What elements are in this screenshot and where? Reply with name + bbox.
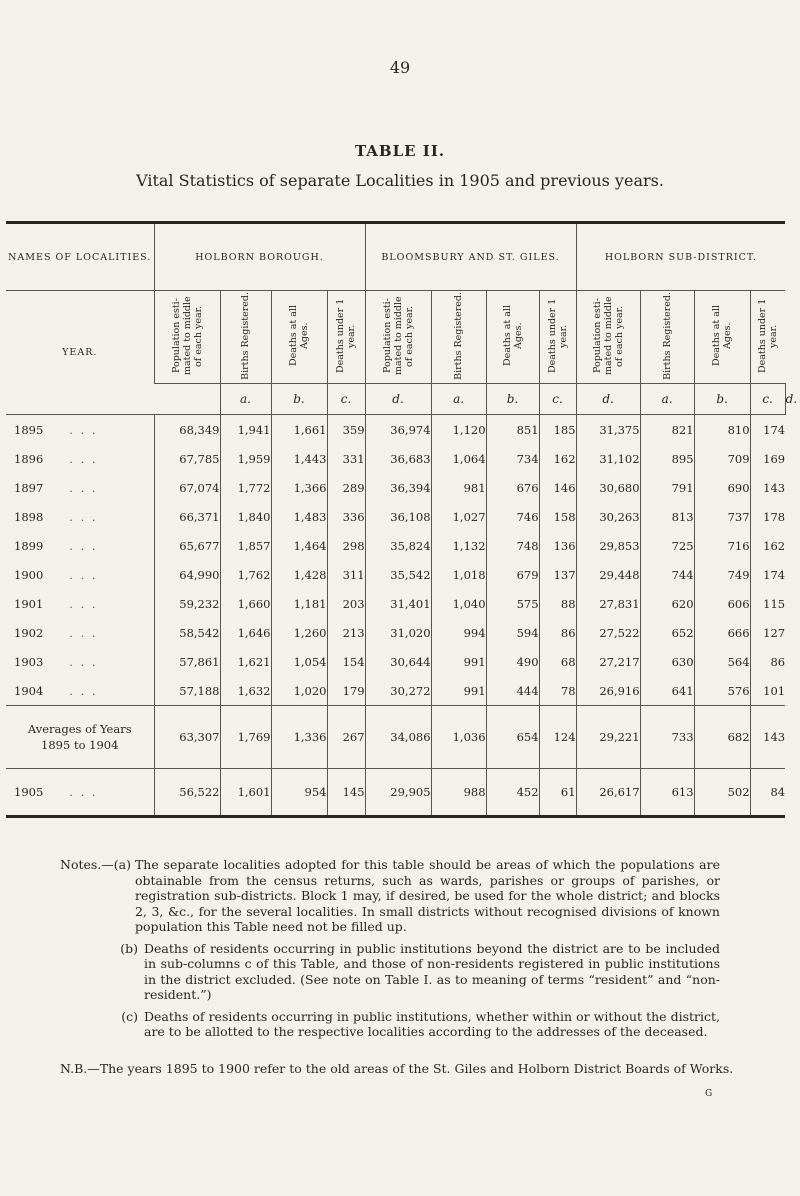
table-row: [6, 647, 785, 676]
value-cell: 1,428: [271, 560, 327, 589]
value-cell: 1,443: [271, 444, 327, 473]
signature-mark: G: [705, 1089, 713, 1099]
group-header-holborn-sub-district: HOLBORN SUB-DISTRICT.: [576, 223, 785, 291]
column-letter: b.: [271, 384, 327, 415]
value-cell: 158: [539, 502, 576, 531]
value-cell: 1,772: [220, 473, 271, 502]
column-header: Deaths under 1 year.: [756, 298, 779, 373]
value-cell: 1,483: [271, 502, 327, 531]
value-cell: 564: [694, 647, 750, 676]
year-cell: [6, 415, 154, 445]
value-cell: 29,905: [365, 769, 431, 817]
year-label: 1900: [14, 567, 44, 582]
year-cell: [6, 502, 154, 531]
year-cell: [6, 647, 154, 676]
year-cell: [6, 769, 154, 817]
value-cell: 594: [486, 618, 539, 647]
value-cell: 31,401: [365, 589, 431, 618]
value-cell: 30,272: [365, 676, 431, 706]
value-cell: 676: [486, 473, 539, 502]
value-cell: 991: [431, 647, 486, 676]
average-value-cell: 34,086: [365, 706, 431, 769]
value-cell: 1,941: [220, 415, 271, 445]
column-header: Deaths under 1 year.: [335, 298, 358, 373]
year-cell: [6, 676, 154, 706]
value-cell: 1,601: [220, 769, 271, 817]
note-text: Deaths of residents occurring in public institutions beyond the district are to be included in sub-columns c of this Table, and those of non-residents registered in public institutions in the district excluded. (See note on Table I. as to meaning of terms “resident” and “non-resident.”): [144, 940, 720, 1002]
year-label: 1899: [14, 538, 44, 553]
leader-dots: . . .: [69, 625, 98, 640]
value-cell: 1,018: [431, 560, 486, 589]
value-cell: 311: [327, 560, 365, 589]
value-cell: 68: [539, 647, 576, 676]
value-cell: 145: [327, 769, 365, 817]
value-cell: 31,020: [365, 618, 431, 647]
nb-note: N.B.—The years 1895 to 1900 refer to the old areas of the St. Giles and Holborn District Boards of Works.: [60, 1061, 734, 1076]
table-row: [6, 560, 785, 589]
value-cell: 981: [431, 473, 486, 502]
table-row: [6, 473, 785, 502]
average-value-cell: 1,769: [220, 706, 271, 769]
value-cell: 27,522: [576, 618, 640, 647]
value-cell: 1,661: [271, 415, 327, 445]
value-cell: 895: [640, 444, 694, 473]
value-cell: 203: [327, 589, 365, 618]
year-header: YEAR.: [6, 291, 154, 415]
value-cell: 606: [694, 589, 750, 618]
average-value-cell: 654: [486, 706, 539, 769]
value-cell: 954: [271, 769, 327, 817]
value-cell: 67,785: [154, 444, 220, 473]
table-subtitle: Vital Statistics of separate Localities in 1905 and previous years.: [136, 171, 664, 190]
column-header: Deaths at all Ages.: [501, 305, 524, 366]
current-year-row: [6, 769, 785, 817]
average-value-cell: 143: [750, 706, 785, 769]
value-cell: 452: [486, 769, 539, 817]
value-cell: 174: [750, 415, 785, 445]
value-cell: 213: [327, 618, 365, 647]
average-value-cell: 124: [539, 706, 576, 769]
value-cell: 78: [539, 676, 576, 706]
column-letter: b.: [486, 384, 539, 415]
value-cell: 31,102: [576, 444, 640, 473]
averages-label-line2: 1895 to 1904: [41, 738, 119, 752]
value-cell: 65,677: [154, 531, 220, 560]
table-row: [6, 531, 785, 560]
value-cell: 30,680: [576, 473, 640, 502]
value-cell: 630: [640, 647, 694, 676]
value-cell: 56,522: [154, 769, 220, 817]
value-cell: 154: [327, 647, 365, 676]
value-cell: 734: [486, 444, 539, 473]
value-cell: 36,683: [365, 444, 431, 473]
column-header: Births Registered.: [240, 291, 251, 380]
year-cell: [6, 618, 154, 647]
value-cell: 29,853: [576, 531, 640, 560]
year-cell: [6, 473, 154, 502]
value-cell: 58,542: [154, 618, 220, 647]
year-label: 1896: [14, 451, 44, 466]
table-row: [6, 589, 785, 618]
leader-dots: . . .: [69, 509, 98, 524]
column-header: Population esti- mated to middle of each year.: [170, 296, 204, 375]
year-label: 1895: [14, 422, 44, 437]
value-cell: 1,660: [220, 589, 271, 618]
group-header-bloomsbury: BLOOMSBURY AND ST. GILES.: [365, 223, 576, 291]
value-cell: 162: [750, 531, 785, 560]
value-cell: 994: [431, 618, 486, 647]
value-cell: 31,375: [576, 415, 640, 445]
value-cell: 35,542: [365, 560, 431, 589]
value-cell: 502: [694, 769, 750, 817]
year-label: 1904: [14, 683, 44, 698]
value-cell: 27,831: [576, 589, 640, 618]
value-cell: 821: [640, 415, 694, 445]
value-cell: 1,366: [271, 473, 327, 502]
value-cell: 59,232: [154, 589, 220, 618]
value-cell: 1,762: [220, 560, 271, 589]
value-cell: 36,394: [365, 473, 431, 502]
value-cell: 652: [640, 618, 694, 647]
value-cell: 1,260: [271, 618, 327, 647]
column-letter: b.: [694, 384, 750, 415]
value-cell: 666: [694, 618, 750, 647]
value-cell: 744: [640, 560, 694, 589]
leader-dots: . . .: [69, 480, 98, 495]
value-cell: 84: [750, 769, 785, 817]
value-cell: 991: [431, 676, 486, 706]
note-text: Deaths of residents occurring in public institutions, whether within or without the district, are to be allotted to the respective localities according to the addresses of the deceased.: [144, 1008, 720, 1039]
vital-statistics-table: [6, 221, 798, 818]
note-tag: (c): [121, 1008, 138, 1024]
leader-dots: . . .: [69, 567, 98, 582]
column-header: Deaths at all Ages.: [288, 305, 310, 366]
year-cell: [6, 444, 154, 473]
value-cell: 66,371: [154, 502, 220, 531]
value-cell: 136: [539, 531, 576, 560]
note-tag: (b): [120, 940, 138, 956]
column-header: Births Registered.: [453, 291, 465, 380]
column-header: Population esti- mated to middle of each year.: [381, 296, 415, 375]
value-cell: 1,621: [220, 647, 271, 676]
column-letter: a.: [431, 384, 486, 415]
table-row: [6, 618, 785, 647]
letter-cell-blank: [154, 384, 220, 415]
year-label: 1902: [14, 625, 44, 640]
value-cell: 1,181: [271, 589, 327, 618]
value-cell: 575: [486, 589, 539, 618]
leader-dots: . . .: [69, 785, 98, 799]
value-cell: 748: [486, 531, 539, 560]
note-a: [60, 857, 720, 935]
value-cell: 988: [431, 769, 486, 817]
leader-dots: . . .: [69, 422, 98, 437]
value-cell: 162: [539, 444, 576, 473]
average-value-cell: 733: [640, 706, 694, 769]
leader-dots: . . .: [69, 683, 98, 698]
average-value-cell: 63,307: [154, 706, 220, 769]
column-header: Deaths under 1 year.: [546, 298, 569, 373]
value-cell: 331: [327, 444, 365, 473]
value-cell: 88: [539, 589, 576, 618]
value-cell: 709: [694, 444, 750, 473]
value-cell: 1,632: [220, 676, 271, 706]
value-cell: 749: [694, 560, 750, 589]
leader-dots: . . .: [69, 538, 98, 553]
value-cell: 725: [640, 531, 694, 560]
column-header: Births Registered.: [661, 291, 673, 380]
value-cell: 298: [327, 531, 365, 560]
value-cell: 1,857: [220, 531, 271, 560]
column-letter: d.: [576, 384, 640, 415]
value-cell: 746: [486, 502, 539, 531]
value-cell: 690: [694, 473, 750, 502]
value-cell: 137: [539, 560, 576, 589]
column-letter: c.: [327, 384, 365, 415]
value-cell: 57,188: [154, 676, 220, 706]
value-cell: 36,108: [365, 502, 431, 531]
value-cell: 30,644: [365, 647, 431, 676]
table-row: [6, 444, 785, 473]
column-header: Deaths at all Ages.: [711, 305, 734, 366]
year-label: 1903: [14, 654, 44, 669]
value-cell: 851: [486, 415, 539, 445]
page-number: 49: [389, 58, 411, 77]
value-cell: 289: [327, 473, 365, 502]
year-label: 1898: [14, 509, 44, 524]
value-cell: 576: [694, 676, 750, 706]
year-label: 1897: [14, 480, 44, 495]
year-label: 1901: [14, 596, 44, 611]
column-letter: c.: [539, 384, 576, 415]
value-cell: 1,646: [220, 618, 271, 647]
average-value-cell: 1,036: [431, 706, 486, 769]
value-cell: 27,217: [576, 647, 640, 676]
table-row: [6, 415, 785, 445]
value-cell: 185: [539, 415, 576, 445]
column-letter: a.: [640, 384, 694, 415]
value-cell: 613: [640, 769, 694, 817]
leader-dots: . . .: [69, 654, 98, 669]
value-cell: 1,054: [271, 647, 327, 676]
average-value-cell: 1,336: [271, 706, 327, 769]
averages-label-line1: Averages of Years: [27, 722, 132, 736]
value-cell: 679: [486, 560, 539, 589]
value-cell: 169: [750, 444, 785, 473]
value-cell: 1,840: [220, 502, 271, 531]
leader-dots: . . .: [69, 451, 98, 466]
column-letter: c.: [750, 384, 785, 415]
averages-label: [6, 706, 154, 769]
column-letter: a.: [220, 384, 271, 415]
value-cell: 143: [750, 473, 785, 502]
value-cell: 57,861: [154, 647, 220, 676]
note-text: The separate localities adopted for this table should be areas of which the populations are obtainable from the census returns, such as wards, parishes or groups of parishes, or registration sub-districts. Block 1 may, if desired, be used for the whole district; and blocks 2, 3, &c., for the several localities. In small districts without recognised divisions of known population this Table need not be filled up.: [134, 857, 720, 934]
value-cell: 791: [640, 473, 694, 502]
value-cell: 115: [750, 589, 785, 618]
value-cell: 1,020: [271, 676, 327, 706]
value-cell: 179: [327, 676, 365, 706]
group-header-holborn-borough: HOLBORN BOROUGH.: [154, 223, 365, 291]
column-letter: d.: [365, 384, 431, 415]
year-cell: [6, 560, 154, 589]
average-value-cell: 267: [327, 706, 365, 769]
value-cell: 68,349: [154, 415, 220, 445]
value-cell: 178: [750, 502, 785, 531]
note-c: [60, 1009, 720, 1040]
value-cell: 1,464: [271, 531, 327, 560]
value-cell: 1,040: [431, 589, 486, 618]
value-cell: 1,064: [431, 444, 486, 473]
value-cell: 1,027: [431, 502, 486, 531]
value-cell: 127: [750, 618, 785, 647]
notes-section: [60, 857, 720, 1046]
table-row: [6, 676, 785, 706]
averages-row: [6, 706, 785, 769]
year-label: 1905: [14, 785, 44, 799]
average-value-cell: 682: [694, 706, 750, 769]
value-cell: 26,916: [576, 676, 640, 706]
value-cell: 86: [750, 647, 785, 676]
value-cell: 620: [640, 589, 694, 618]
value-cell: 86: [539, 618, 576, 647]
year-cell: [6, 531, 154, 560]
column-header: Population esti- mated to middle of each year.: [591, 296, 625, 375]
value-cell: 29,448: [576, 560, 640, 589]
value-cell: 174: [750, 560, 785, 589]
value-cell: 641: [640, 676, 694, 706]
year-cell: [6, 589, 154, 618]
names-of-localities-header: NAMES OF LOCALITIES.: [6, 223, 154, 291]
value-cell: 737: [694, 502, 750, 531]
value-cell: 810: [694, 415, 750, 445]
value-cell: 36,974: [365, 415, 431, 445]
value-cell: 61: [539, 769, 576, 817]
value-cell: 490: [486, 647, 539, 676]
value-cell: 716: [694, 531, 750, 560]
note-tag: Notes.—(a): [60, 857, 131, 872]
value-cell: 336: [327, 502, 365, 531]
value-cell: 1,132: [431, 531, 486, 560]
value-cell: 67,074: [154, 473, 220, 502]
note-b: [60, 941, 720, 1003]
value-cell: 35,824: [365, 531, 431, 560]
value-cell: 64,990: [154, 560, 220, 589]
value-cell: 444: [486, 676, 539, 706]
value-cell: 101: [750, 676, 785, 706]
table-title: TABLE II.: [354, 142, 446, 160]
value-cell: 1,959: [220, 444, 271, 473]
value-cell: 813: [640, 502, 694, 531]
value-cell: 26,617: [576, 769, 640, 817]
average-value-cell: 29,221: [576, 706, 640, 769]
value-cell: 359: [327, 415, 365, 445]
value-cell: 1,120: [431, 415, 486, 445]
column-letter-row: a. b. c. d. a. b. c. d. a. b. c. d.: [6, 384, 785, 415]
table-row: [6, 502, 785, 531]
value-cell: 146: [539, 473, 576, 502]
value-cell: 30,263: [576, 502, 640, 531]
leader-dots: . . .: [69, 596, 98, 611]
